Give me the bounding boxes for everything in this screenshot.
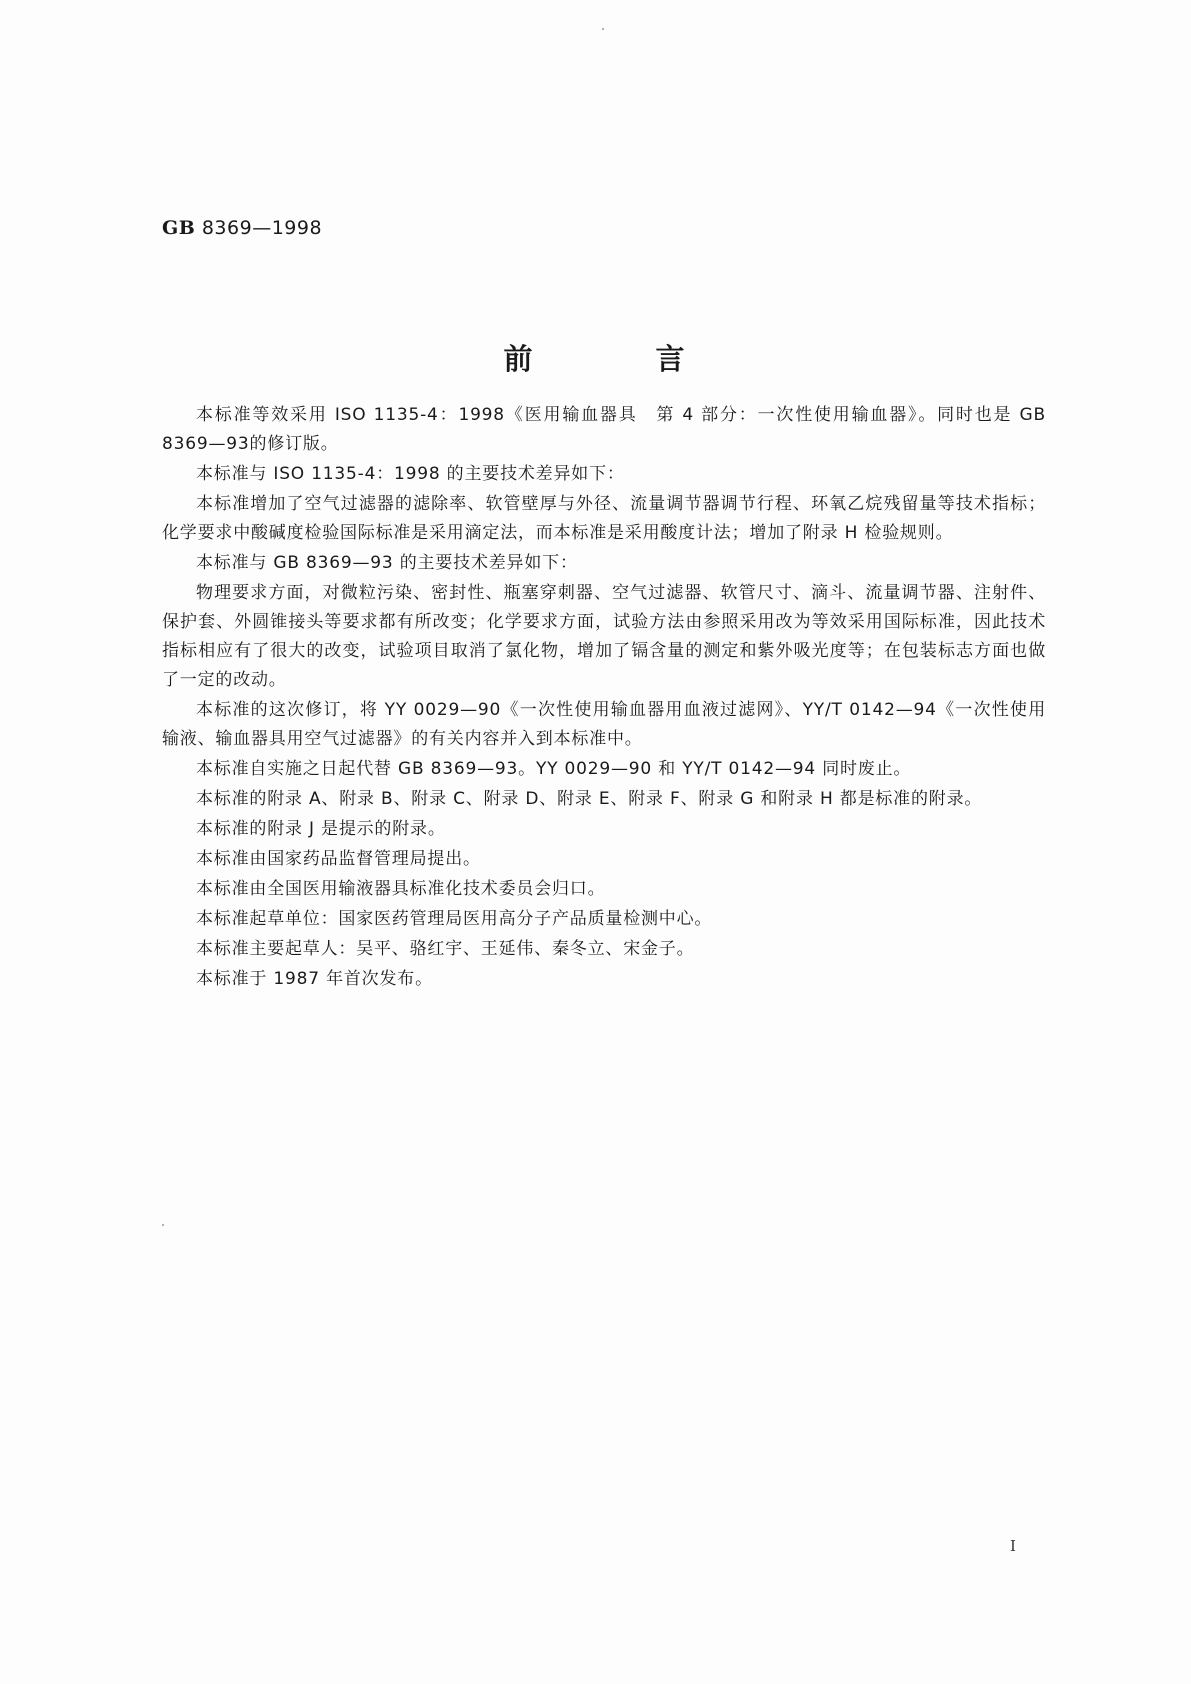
page-number: I xyxy=(1010,1537,1016,1555)
paragraph-first-publish: 本标准于 1987 年首次发布。 xyxy=(196,969,433,989)
paragraph-drafters: 本标准主要起草人：吴平、骆红宇、王延伟、秦冬立、宋金子。 xyxy=(196,939,695,959)
paragraph-merge: 本标准的这次修订，将 YY 0029—90《一次性使用输血器用血液过滤网》、YY/T 0142—94《一次性使用输液、输血器具用空气过滤器》的有关内容并入到本标准中。 xyxy=(162,700,1046,749)
scan-speck xyxy=(602,28,604,30)
paragraph-informative-annex: 本标准的附录 J 是提示的附录。 xyxy=(196,819,446,839)
standard-code-number: 8369—1998 xyxy=(201,217,323,239)
paragraph-iso-diff: 本标准增加了空气过滤器的滤除率、软管壁厚与外径、流量调节器调节行程、环氧乙烷残留量等技术指标；化学要求中酸碱度检验国际标准是采用滴定法，而本标准是采用酸度计法；增加了附录 H 检验规则。 xyxy=(162,494,1046,543)
paragraph-gb-diff-heading: 本标准与 GB 8369—93 的主要技术差异如下： xyxy=(196,553,578,573)
paragraph-replace: 本标准自实施之日起代替 GB 8369—93。YY 0029—90 和 YY/T 0142—94 同时废止。 xyxy=(196,759,912,779)
scan-speck xyxy=(162,1224,164,1226)
page-title-part-2: 言 xyxy=(655,342,688,376)
page-title xyxy=(0,337,1191,378)
paragraph-drafting-unit: 本标准起草单位：国家医药管理局医用高分子产品质量检测中心。 xyxy=(196,909,713,929)
standard-code-prefix: GB xyxy=(162,217,196,239)
paragraph-proposer: 本标准由国家药品监督管理局提出。 xyxy=(196,849,481,869)
foreword-body xyxy=(162,401,1046,995)
paragraph-normative-annexes: 本标准的附录 A、附录 B、附录 C、附录 D、附录 E、附录 F、附录 G 和附录 H 都是标准的附录。 xyxy=(196,789,983,809)
paragraph-iso-diff-heading: 本标准与 ISO 1135-4：1998 的主要技术差异如下： xyxy=(196,464,625,484)
standard-code xyxy=(162,217,322,239)
page-title-part-1: 前 xyxy=(503,342,536,376)
paragraph-gb-diff: 物理要求方面，对微粒污染、密封性、瓶塞穿刺器、空气过滤器、软管尺寸、滴斗、流量调节器、注射件、保护套、外圆锥接头等要求都有所改变；化学要求方面，试验方法由参照采用改为等效采用国际标准，因此技术指标相应有了很大的改变，试验项目取消了氯化物，增加了镉含量的测定和紫外吸光度等；在包装标志方面也做了一定的改动。 xyxy=(162,583,1046,690)
paragraph-adoption: 本标准等效采用 ISO 1135-4：1998《医用输血器具 第 4 部分：一次性使用输血器》。同时也是 GB 8369—93的修订版。 xyxy=(162,405,1046,454)
paragraph-committee: 本标准由全国医用输液器具标准化技术委员会归口。 xyxy=(196,879,606,899)
